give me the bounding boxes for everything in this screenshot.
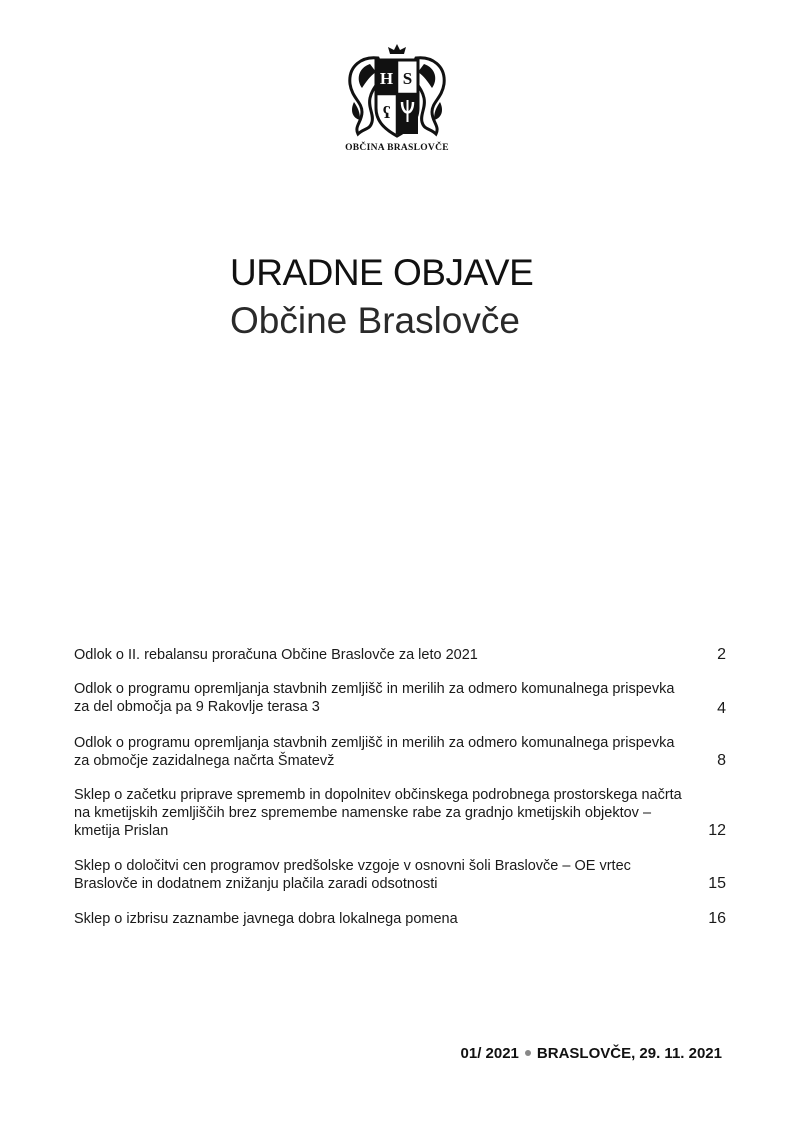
issue-number: 01/ 2021 <box>460 1045 519 1062</box>
svg-text:S: S <box>402 69 413 88</box>
logo-caption: OBČINA BRASLOVČE <box>345 143 449 153</box>
toc-item-page: 12 <box>708 822 726 839</box>
toc-item-page: 8 <box>717 752 726 769</box>
toc-item-title: Sklep o določitvi cen programov predšolske vzgoje v osnovni šoli Braslovče – OE vrtec Braslovče in dodatnem znižanju plačila zaradi odsotnosti <box>74 858 631 892</box>
coat-of-arms-logo <box>340 42 454 142</box>
toc-item-page: 15 <box>708 875 726 892</box>
toc-item-title: Odlok o programu opremljanja stavbnih zemljišč in merilih za odmero komunalnega prispevka za območje zazidalnega načrta Šmatevž <box>74 735 675 769</box>
document-title: URADNE OBJAVE <box>230 252 534 293</box>
place-date: BRASLOVČE, 29. 11. 2021 <box>536 1045 722 1062</box>
toc-item-title: Odlok o II. rebalansu proračuna Občine Braslovče za leto 2021 <box>74 647 478 663</box>
toc-item-page: 2 <box>717 646 726 663</box>
document-subtitle: Občine Braslovče <box>230 300 520 341</box>
toc-item-page: 4 <box>717 700 726 717</box>
issue-footer <box>461 1045 722 1062</box>
toc-item-page: 16 <box>708 910 726 927</box>
toc-item-title: Sklep o začetku priprave sprememb in dopolnitev občinskega podrobnega prostorskega načrta na kmetijskih zemljiščih brez spremembe namenske rabe za gradnjo kmetijskih objektov – kmetija Prislan <box>74 787 682 839</box>
toc-item-title: Odlok o programu opremljanja stavbnih zemljišč in merilih za odmero komunalnega prispevka za del območja pa 9 Rakovlje terasa 3 <box>74 681 675 715</box>
svg-text:H: H <box>379 69 394 88</box>
bullet-icon <box>525 1050 531 1056</box>
toc-item-title: Sklep o izbrisu zaznambe javnega dobra lokalnega pomena <box>74 911 458 927</box>
svg-text:ʕ: ʕ <box>382 103 391 122</box>
